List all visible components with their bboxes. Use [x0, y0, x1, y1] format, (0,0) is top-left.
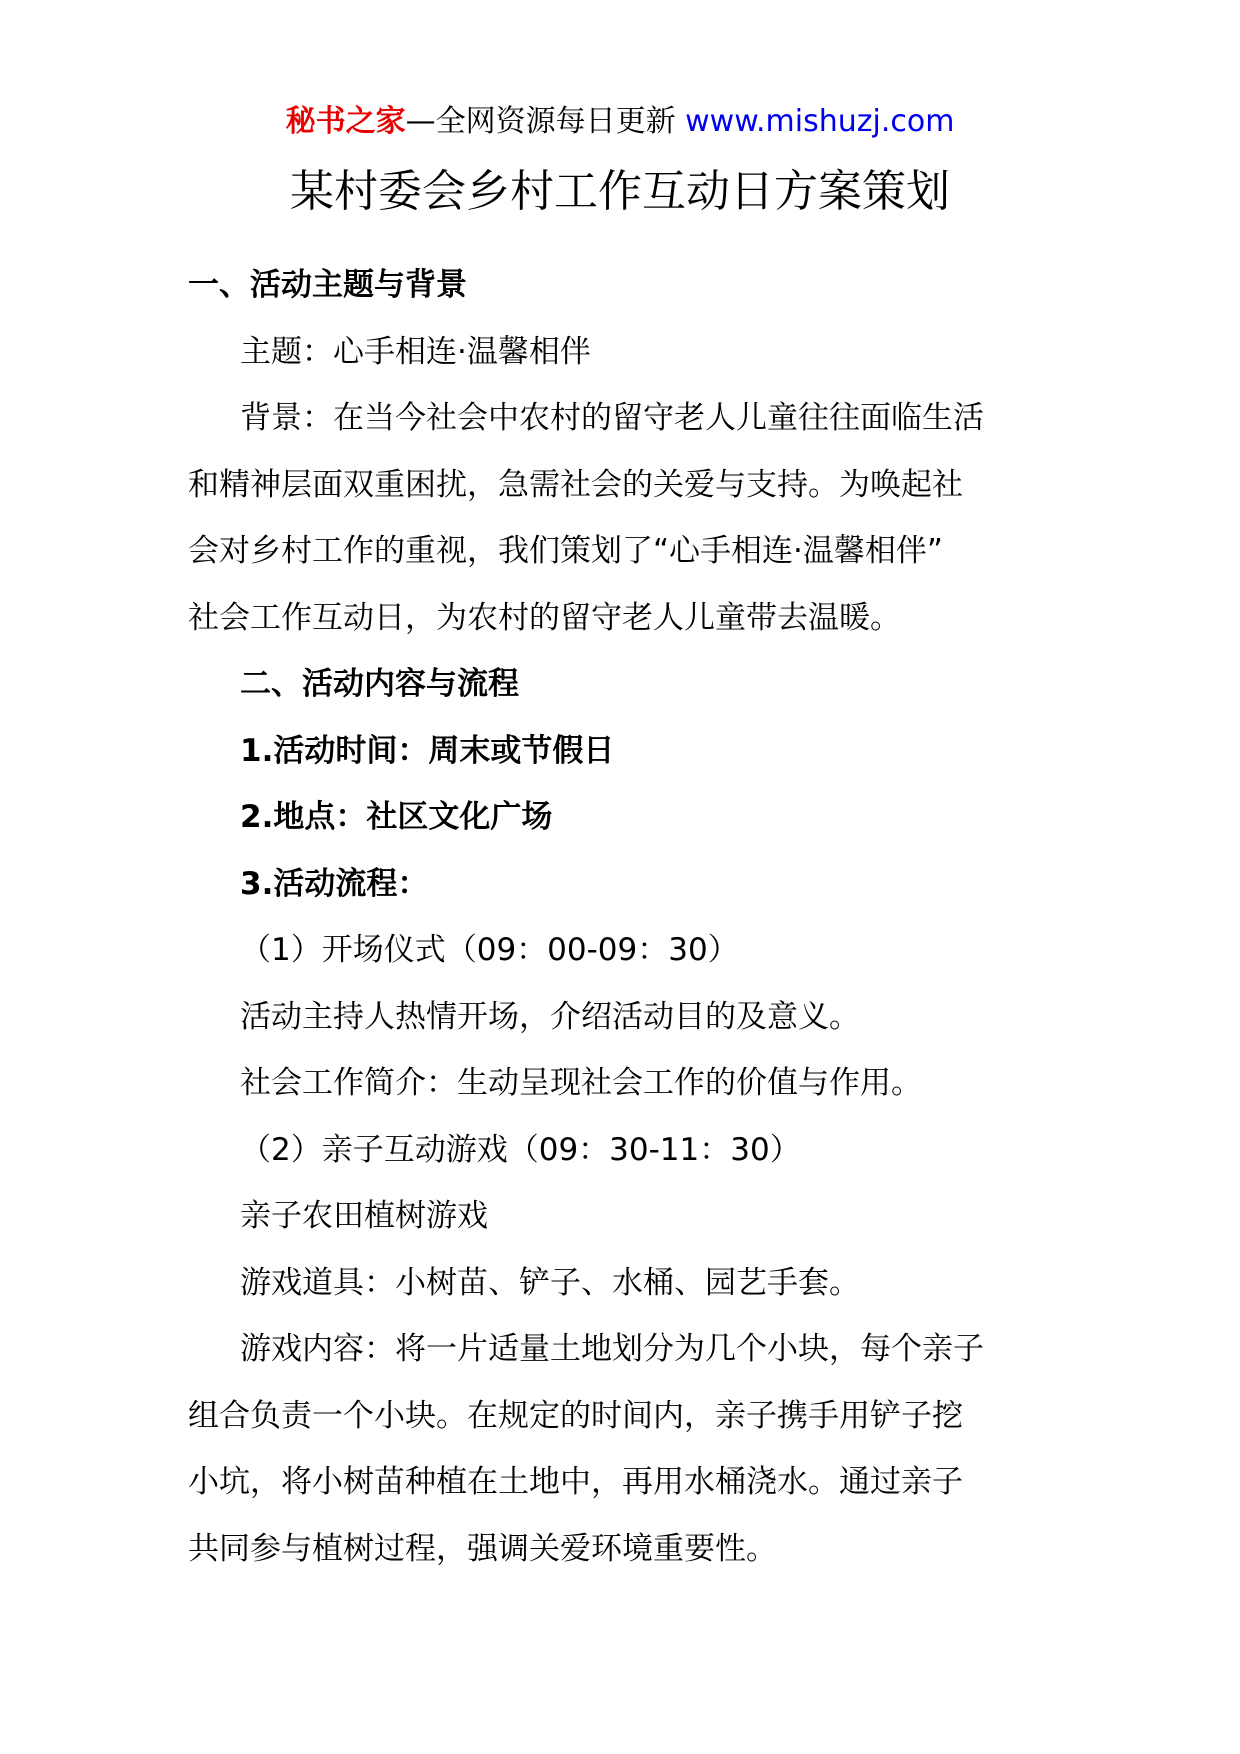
game-content-line: 游戏内容：将一片适量土地划分为几个小块，每个亲子	[240, 1331, 984, 1367]
document-body	[188, 252, 1048, 1582]
step-game-title: （2）亲子互动游戏（09：30-11：30）	[240, 1131, 801, 1168]
game-props: 游戏道具：小树苗、铲子、水桶、园艺手套。	[240, 1264, 860, 1301]
section-heading-content: 二、活动内容与流程	[240, 666, 519, 702]
site-header	[0, 100, 1240, 144]
game-content-line: 组合负责一个小块。在规定的时间内，亲子携手用铲子挖	[188, 1397, 963, 1434]
site-tagline: —全网资源每日更新	[405, 104, 686, 139]
game-content-line: 小坑，将小树苗种植在土地中，再用水桶浇水。通过亲子	[188, 1464, 963, 1500]
step-opening-item: 活动主持人热情开场，介绍活动目的及意义。	[240, 998, 860, 1035]
step-opening-item: 社会工作简介：生动呈现社会工作的价值与作用。	[240, 1065, 922, 1101]
document-title: 某村委会乡村工作互动日方案策划	[290, 166, 950, 217]
background-paragraph-line: 背景：在当今社会中农村的留守老人儿童往往面临生活	[240, 400, 984, 436]
background-paragraph-line: 会对乡村工作的重视，我们策划了“心手相连·温馨相伴”	[188, 533, 943, 569]
game-name: 亲子农田植树游戏	[240, 1198, 488, 1234]
activity-flow-heading: 3.活动流程：	[240, 865, 429, 902]
background-paragraph-line: 和精神层面双重困扰，急需社会的关爱与支持。为唤起社	[188, 466, 963, 503]
step-opening-title: （1）开场仪式（09：00-09：30）	[240, 932, 739, 968]
brand-name: 秘书之家	[285, 104, 406, 139]
game-content-line: 共同参与植树过程，强调关爱环境重要性。	[188, 1530, 777, 1567]
site-url-link[interactable]: www.mishuzj.com	[685, 104, 955, 139]
theme-line: 主题：心手相连·温馨相伴	[240, 333, 591, 370]
activity-place: 2.地点：社区文化广场	[240, 799, 553, 835]
activity-time: 1.活动时间：周末或节假日	[240, 732, 615, 769]
section-heading-theme: 一、活动主题与背景	[188, 267, 467, 303]
background-paragraph-line: 社会工作互动日，为农村的留守老人儿童带去温暖。	[188, 599, 901, 636]
